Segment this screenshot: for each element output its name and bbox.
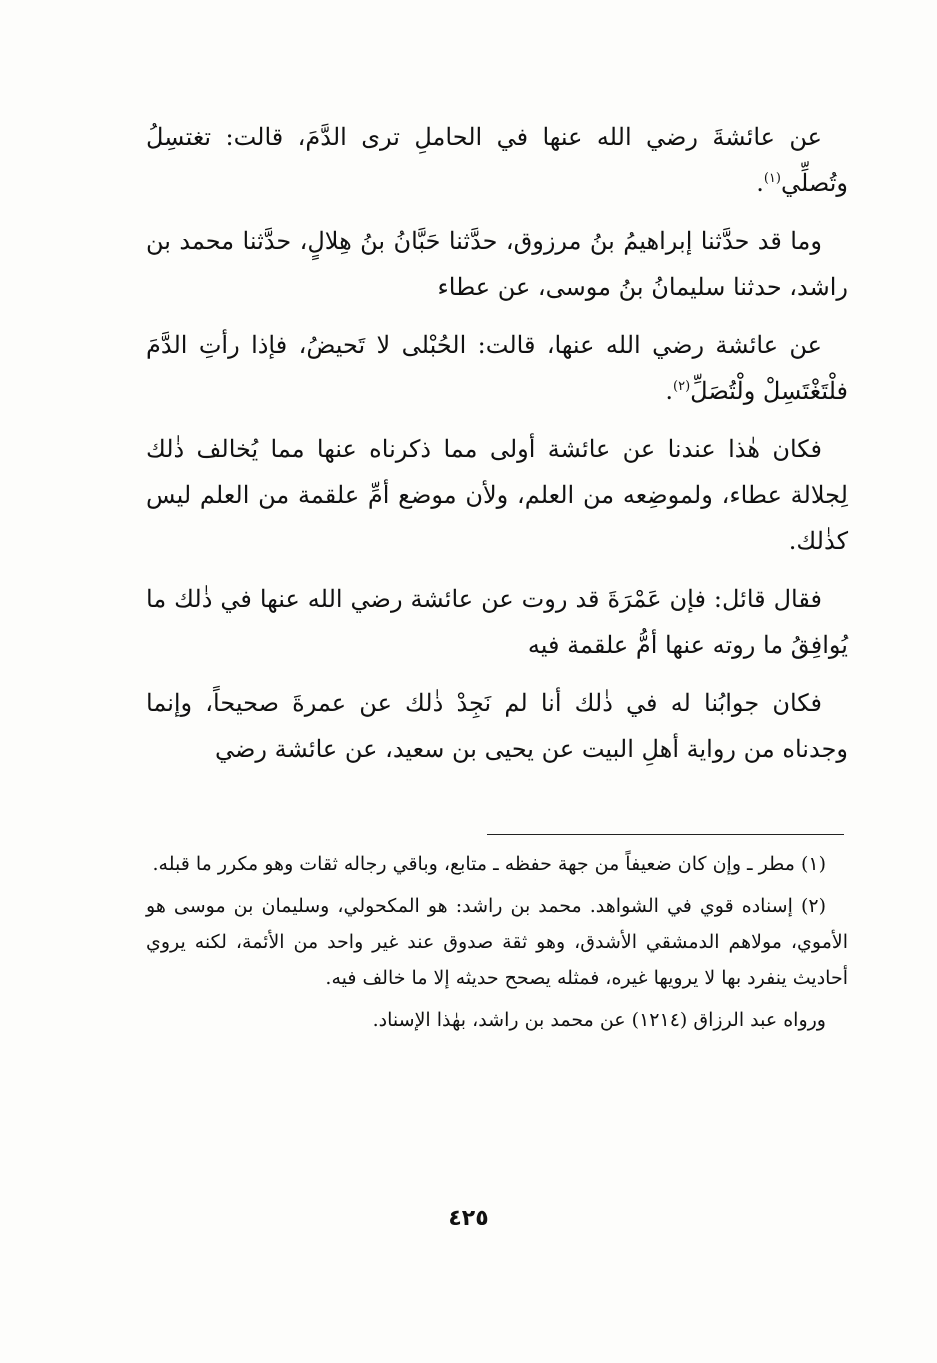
paragraph-text: عن عائشة رضي الله عنها، قالت: الحُبْلى لا تَحيضُ، فإذا رأتِ الدَّمَ فلْتَغْتَسِلْ ولْتُصَلِّ <box>146 331 848 405</box>
paragraph-text: فكان جوابُنا له في ذٰلك أنا لم نَجِدْ ذٰلك عن عمرةَ صحيحاً، وإنما وجدناه من رواية أهلِ البيت عن يحيى بن سعيد، عن عائشة رضي <box>146 689 848 763</box>
footnote: (٢) إسناده قوي في الشواهد. محمد بن راشد: هو المكحولي، وسليمان بن موسى هو الأموي، مولاهم الدمشقي الأشدق، وهو ثقة صدوق عند غير واحد من الأئمة، لكنه يروي أحاديث ينفرد بها لا يرويها غيره، فمثله يصحح حديثه إلا ما خالف فيه. <box>146 895 848 989</box>
main-text <box>146 114 848 784</box>
paragraph-text: وما قد حدَّثنا إبراهيمُ بنُ مرزوق، حدَّثنا حَبَّانُ بنُ هِلالٍ، حدَّثنا محمد بن راشد، حدثنا سليمانُ بنُ موسى، عن عطاء <box>146 227 848 301</box>
footnote-divider <box>487 834 844 835</box>
footnote: ورواه عبد الرزاق (١٢١٤) عن محمد بن راشد، بهٰذا الإسناد. <box>372 1009 826 1031</box>
paragraph <box>146 426 848 564</box>
paragraph <box>146 576 848 668</box>
paragraph-text: فقال قائل: فإن عَمْرَةَ قد روت عن عائشة رضي الله عنها في ذٰلك ما يُوافِقُ ما روته عنها أمُّ علقمة فيه <box>146 585 848 659</box>
page-number: ٤٢٥ <box>448 1206 489 1231</box>
paragraph-text: عن عائشةَ رضي الله عنها في الحاملِ ترى الدَّمَ، قالت: تغتسِلُ وتُصلِّي <box>146 123 848 197</box>
paragraph <box>146 218 848 310</box>
paragraph-end: . <box>665 377 674 405</box>
footnotes <box>146 846 848 1044</box>
paragraph <box>146 114 848 206</box>
footnote: (١) مطر ـ وإن كان ضعيفاً من جهة حفظه ـ متابع، وباقي رجاله ثقات وهو مكرر ما قبله. <box>152 853 826 875</box>
footnote-ref[interactable]: (٢) <box>673 379 691 394</box>
footnote-ref[interactable]: (١) <box>763 171 781 186</box>
paragraph-end: . <box>756 169 764 197</box>
paragraph <box>146 680 848 772</box>
paragraph-text: فكان هٰذا عندنا عن عائشة أولى مما ذكرناه عنها مما يُخالف ذٰلك لِجلالة عطاء، ولموضِعه من العلم، ولأن موضع أمِّ علقمة من العلم ليس كذٰلك. <box>146 435 848 555</box>
paragraph <box>146 322 848 414</box>
